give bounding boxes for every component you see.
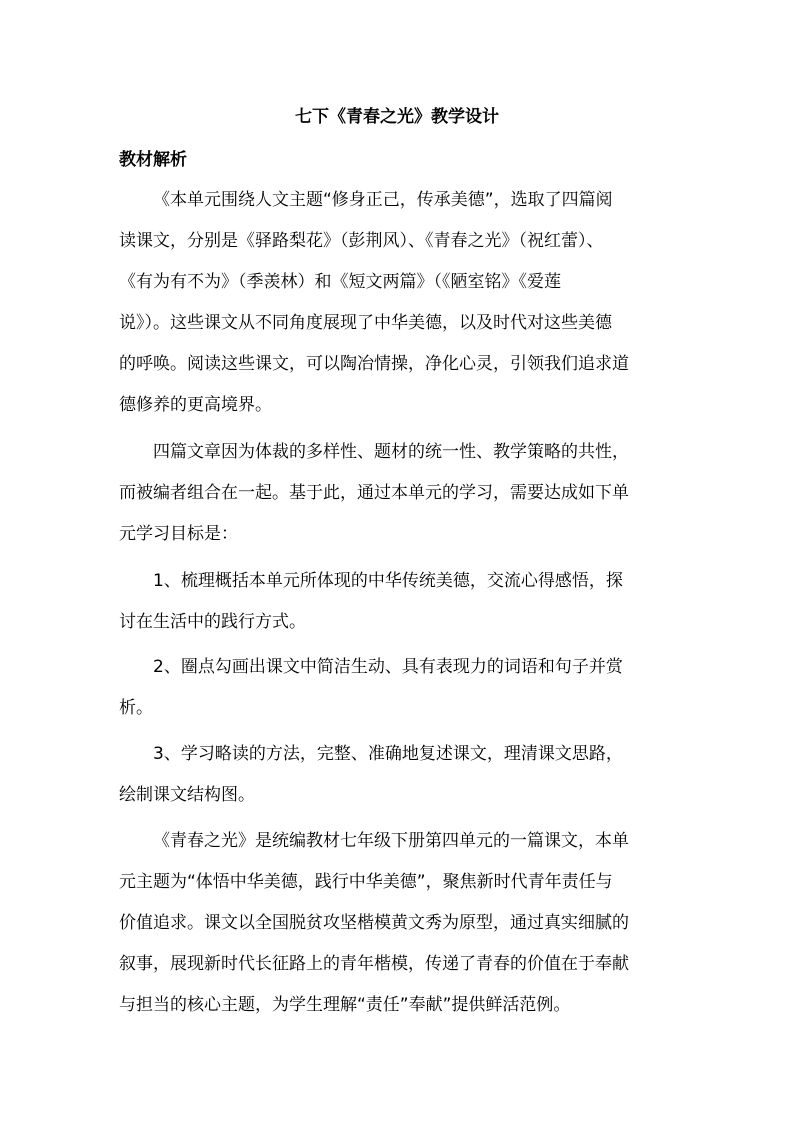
- body-line: 四篇文章因为体裁的多样性、题材的统一性、教学策略的共性，: [153, 442, 629, 462]
- body-line: 叙事，展现新时代长征路上的青年楷模，传递了青春的价值在于奉献: [119, 954, 629, 974]
- body-line: 德修养的更高境界。: [119, 395, 272, 415]
- body-line: 与担当的核心主题，为学生理解“责任”奉献”提供鲜活范例。: [119, 995, 571, 1015]
- body-line: 而被编者组合在一起。基于此，通过本单元的学习，需要达成如下单: [119, 483, 629, 503]
- body-line: 讨在生活中的践行方式。: [119, 612, 306, 632]
- body-line: 读课文，分别是《驿路梨花》（彭荆风）、《青春之光》（祝红蕾）、: [119, 231, 604, 251]
- section-heading: 教材解析: [119, 150, 187, 170]
- body-line: 元主题为“体悟中华美德，践行中华美德”，聚焦新时代青年责任与: [119, 872, 613, 892]
- body-line: 3、学习略读的方法，完整、准确地复述课文，理清课文思路，: [153, 744, 623, 764]
- body-line: 《本单元围绕人文主题“修身正己，传承美德”，选取了四篇阅: [153, 190, 613, 210]
- body-line: 1、梳理概括本单元所体现的中华传统美德，交流心得感悟，探: [153, 571, 623, 591]
- body-line: 元学习目标是：: [119, 524, 238, 544]
- body-line: 的呼唤。阅读这些课文，可以陶冶情操，净化心灵，引领我们追求道: [119, 354, 629, 374]
- body-line: 说》）。这些课文从不同角度展现了中华美德，以及时代对这些美德: [119, 313, 612, 333]
- body-line: 析。: [119, 698, 153, 718]
- body-line: 《有为有不为》（季羡林）和《短文两篇》（《陋室铭》《爱莲: [119, 272, 561, 292]
- document-title: 七下《青春之光》教学设计: [295, 107, 499, 127]
- body-line: 《青春之光》是统编教材七年级下册第四单元的一篇课文，本单: [153, 831, 629, 851]
- body-line: 2、圈点勾画出课文中简洁生动、具有表现力的词语和句子并赏: [153, 657, 623, 677]
- body-line: 绘制课文结构图。: [119, 785, 255, 805]
- body-line: 价值追求。课文以全国脱贫攻坚楷模黄文秀为原型，通过真实细腻的: [119, 913, 629, 933]
